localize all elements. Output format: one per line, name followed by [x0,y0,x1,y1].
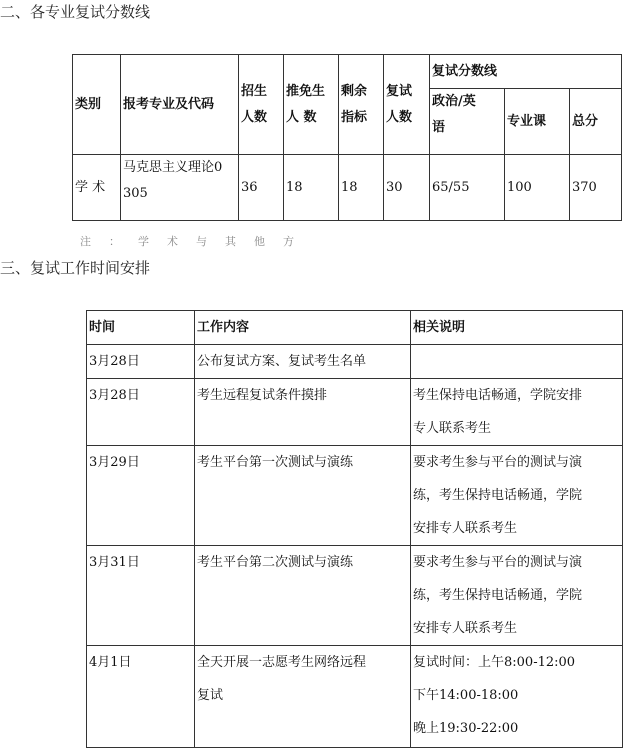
header-enroll-line2: 人数 [241,109,268,125]
header-politics-english [430,89,505,155]
cell-major [121,155,239,221]
cell-major-line2: 305 [123,186,148,201]
cell-politics: 65/55 [430,155,505,221]
cell-professional: 100 [505,155,570,221]
cell-content-line: 考生平台第一次测试与演练 [197,455,354,470]
header-remain-line2: 指标 [341,109,368,125]
cell-content-line: 复试 [197,688,224,703]
cell-category: 学 术 [73,155,121,221]
clipped-text-line [80,226,312,248]
cell-note-line: 练，考生保持电话畅通，学院 [413,488,583,503]
header-remain [339,55,384,155]
cell-time: 3月29日 [87,446,195,546]
cell-time: 4月1日 [87,646,195,748]
table-row [87,546,623,646]
section-heading-score-lines: 二、各专业复试分数线 [0,3,151,21]
cell-note-line: 要求考生参与平台的测试与演 [413,455,583,470]
cell-content [195,546,411,646]
cell-note [411,345,623,379]
cell-note-line: 考生保持电话畅通，学院安排 [413,388,583,403]
cell-note-line: 要求考生参与平台的测试与演 [413,555,583,570]
cell-note [411,379,623,446]
header-exempt-line2: 人 数 [286,109,317,125]
cell-note-line: 安排专人联系考生 [413,621,518,636]
cell-time: 3月31日 [87,546,195,646]
table-row [73,155,622,221]
header-politics-line2: 语 [432,120,446,135]
cell-note-line: 安排专人联系考生 [413,521,518,536]
cell-time: 3月28日 [87,345,195,379]
cell-note-line: 练，考生保持电话畅通，学院 [413,588,583,603]
cell-content-line: 全天开展一志愿考生网络远程 [197,655,367,670]
header-time: 时间 [87,311,195,345]
cell-enroll: 36 [239,155,284,221]
cell-content-line: 公布复试方案、复试考生名单 [197,354,367,369]
cell-content [195,446,411,546]
header-retest-line2: 人数 [386,109,413,125]
cell-content-line: 考生远程复试条件摸排 [197,388,328,403]
score-line-table [72,54,622,221]
header-retest [384,55,430,155]
clipped-text: 注：学术与其他方 [80,235,312,248]
cell-note [411,646,623,748]
header-remain-line1: 剩余 [341,83,368,99]
cell-major-line1: 马克思主义理论0 [123,160,223,175]
header-exempt [284,55,339,155]
header-politics-line1: 政治/英 [432,94,476,109]
header-note: 相关说明 [411,311,623,345]
cell-note [411,446,623,546]
header-enroll [239,55,284,155]
cell-content [195,646,411,748]
header-content: 工作内容 [195,311,411,345]
section-heading-schedule: 三、复试工作时间安排 [0,259,151,277]
table-row [87,646,623,748]
header-category: 类别 [73,55,121,155]
cell-note-line: 下午14:00-18:00 [413,688,519,703]
cell-exempt: 18 [284,155,339,221]
cell-remain: 18 [339,155,384,221]
table-row [87,446,623,546]
schedule-table [86,310,623,748]
cell-total: 370 [570,155,622,221]
cell-content [195,379,411,446]
cell-content-line: 考生平台第二次测试与演练 [197,555,354,570]
cell-note-line: 晚上19:30-22:00 [413,721,519,736]
header-professional: 专业课 [505,89,570,155]
cell-retest: 30 [384,155,430,221]
cell-time: 3月28日 [87,379,195,446]
table-row [87,379,623,446]
cell-note [411,546,623,646]
header-score-group: 复试分数线 [430,55,622,89]
header-major: 报考专业及代码 [121,55,239,155]
cell-content [195,345,411,379]
header-retest-line1: 复试 [386,83,413,99]
table-row [87,345,623,379]
header-total: 总分 [570,89,622,155]
header-enroll-line1: 招生 [241,83,268,99]
cell-note-line: 专人联系考生 [413,421,492,436]
header-exempt-line1: 推免生 [286,83,326,99]
cell-note-line: 复试时间：上午8:00-12:00 [413,655,576,670]
